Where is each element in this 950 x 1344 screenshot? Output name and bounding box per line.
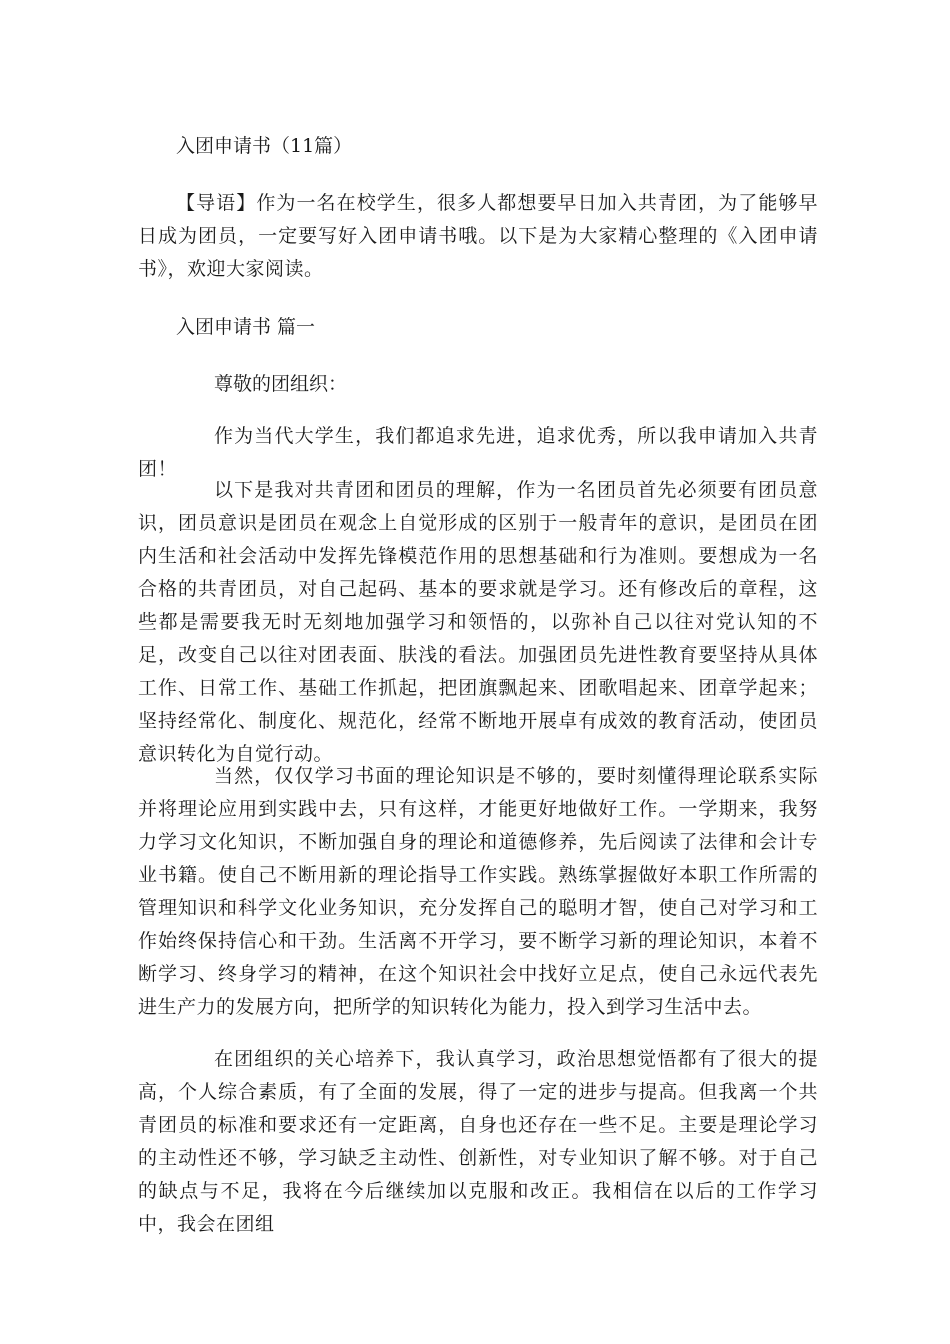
intro-paragraph: 【导语】作为一名在校学生，很多人都想要早日加入共青团，为了能够早日成为团员，一定要写好入团申请书哦。以下是为大家精心整理的《入团申请书》，欢迎大家阅读。	[138, 192, 818, 280]
section-title: 入团申请书 篇一	[176, 316, 316, 338]
body-paragraph-4: 在团组织的关心培养下，我认真学习，政治思想觉悟都有了很大的提高，个人综合素质，有了全面的发展，得了一定的进步与提高。但我离一个共青团员的标准和要求还有一定距离，自身也还存在一些不足。主要是理论学习的主动性还不够，学习缺乏主动性、创新性，对专业知识了解不够。对于自己的缺点与不足，我将在今后继续加以克服和改正。我相信在以后的工作学习中，我会在团组	[138, 1048, 818, 1235]
body-paragraph-2: 以下是我对共青团和团员的理解，作为一名团员首先必须要有团员意识，团员意识是团员在观念上自觉形成的区别于一般青年的意识，是团员在团内生活和社会活动中发挥先锋模范作用的思想基础和行为准则。要想成为一名合格的共青团员，对自己起码、基本的要求就是学习。还有修改后的章程，这些都是需要我无时无刻地加强学习和领悟的，以弥补自己以往对党认知的不足，改变自己以往对团表面、肤浅的看法。加强团员先进性教育要坚持从具体工作、日常工作、基础工作抓起，把团旗飘起来、团歌唱起来、团章学起来；坚持经常化、制度化、规范化，经常不断地开展卓有成效的教育活动，使团员意识转化为自觉行动。	[138, 479, 818, 765]
body-paragraph-1: 作为当代大学生，我们都追求先进，追求优秀，所以我申请加入共青团！	[138, 425, 818, 480]
document-title: 入团申请书（11篇）	[176, 135, 353, 157]
salutation: 尊敬的团组织：	[214, 373, 348, 395]
body-paragraph-3: 当然，仅仅学习书面的理论知识是不够的，要时刻懂得理论联系实际并将理论应用到实践中去，只有这样，才能更好地做好工作。一学期来，我努力学习文化知识，不断加强自身的理论和道德修养，先后阅读了法律和会计专业书籍。使自己不断用新的理论指导工作实践。熟练掌握做好本职工作所需的管理知识和科学文化业务知识，充分发挥自己的聪明才智，使自己对学习和工作始终保持信心和干劲。生活离不开学习，要不断学习新的理论知识，本着不断学习、终身学习的精神，在这个知识社会中找好立足点，使自己永远代表先进生产力的发展方向，把所学的知识转化为能力，投入到学习生活中去。	[138, 765, 818, 1018]
